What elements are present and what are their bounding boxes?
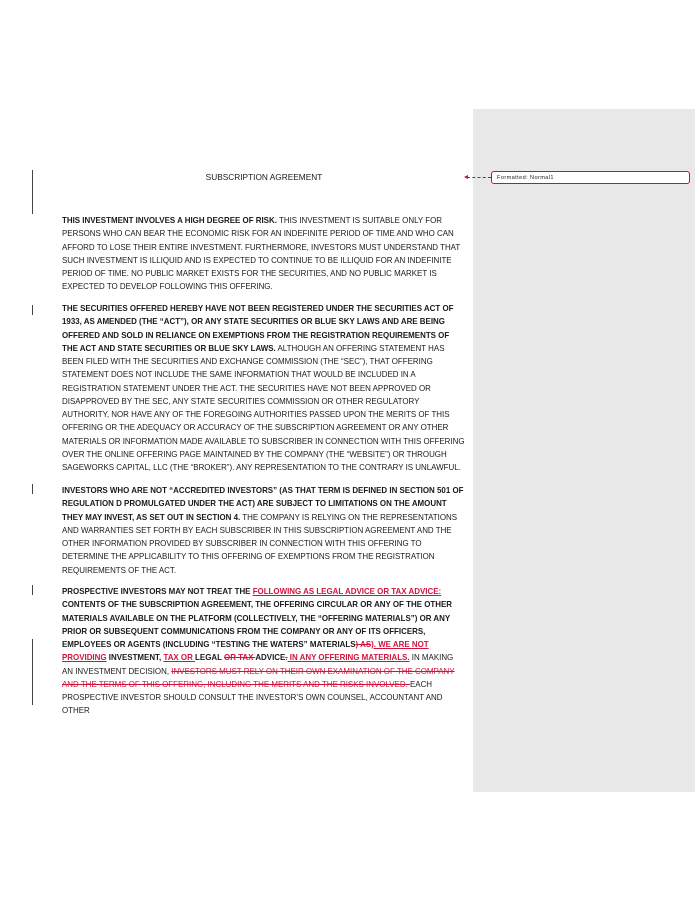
insertion[interactable]: ). WE ARE NOT PROVIDING [62, 640, 429, 663]
paragraph-text: EACH PROSPECTIVE INVESTOR SHOULD CONSULT THE INVESTOR’S OWN COUNSEL, ACCOUNTANT AND OTHER [62, 679, 443, 716]
change-bar [32, 170, 33, 214]
deletion[interactable]: . [285, 653, 288, 663]
insertion[interactable]: TAX OR [163, 653, 196, 663]
deletion[interactable]: OR TAX [224, 653, 256, 663]
comment-connector-line [467, 177, 491, 178]
paragraph-lead: INVESTORS WHO ARE NOT “ACCREDITED INVESTORS” (AS THAT TERM IS DEFINED IN SECTION 501 OF REGULATION D PROMULGATED UNDER THE ACT) ARE SUBJECT TO LIMITATIONS ON THE AMOUNT THEY MAY INVEST, AS SET OUT IN SECTION 4. [62, 486, 464, 522]
change-bar [32, 484, 33, 494]
paragraph-text: THE COMPANY IS RELYING ON THE REPRESENTATIONS AND WARRANTIES SET FORTH BY EACH SUBSCRIBER IN THIS SUBSCRIPTION AGREEMENT AND THE OTHER INFORMATION PROVIDED BY SUBSCRIBER IN CONNECTION WITH THIS OFFERING TO DETERMINE THE APPLICABILITY TO THIS OFFERING OF EXEMPTIONS FROM THE REGISTRATION REQUIREMENTS OF THE ACT. [62, 512, 458, 575]
insertion[interactable]: FOLLOWING AS LEGAL ADVICE OR TAX ADVICE: [252, 587, 442, 596]
text-bold: CONTENTS OF THE SUBSCRIPTION AGREEMENT, THE OFFERING CIRCULAR OR ANY OF THE OTHER MATERIALS AVAILABLE ON THE PLATFORM (COLLECTIVELY, THE “OFFERING MATERIALS”) OR ANY PRIOR OR SUBSEQUENT COMMUNICATIONS FROM THE COMPANY OR ANY OF ITS OFFICERS, EMPLOYEES OR AGENTS (INCLUDING “TESTING THE WATERS” MATERIALS [62, 600, 452, 649]
paragraph-securities[interactable] [62, 302, 466, 474]
insertion[interactable]: IN ANY OFFERING MATERIALS. [287, 653, 410, 663]
paragraph-lead: THIS INVESTMENT INVOLVES A HIGH DEGREE OF RISK. [62, 216, 277, 225]
paragraph-text: ALTHOUGH AN OFFERING STATEMENT HAS BEEN FILED WITH THE SECURITIES AND EXCHANGE COMMISSION (THE “SEC”), THAT OFFERING STATEMENT DOES NOT INCLUDE THE SAME INFORMATION THAT WOULD BE INCLUDED IN A REGISTRATION STATEMENT UNDER THE ACT. THE SECURITIES HAVE NOT BEEN APPROVED OR DISAPPROVED BY THE SEC, ANY STATE SECURITIES COMMISSION OR OTHER REGULATORY AUTHORITY, NOR HAVE ANY OF THE FOREGOING AUTHORITIES PASSED UPON THE MERITS OF THIS OFFERING OR THE ADEQUACY OR ACCURACY OF THE SUBSCRIPTION AGREEMENT OR ANY OTHER MATERIALS OR INFORMATION MADE AVAILABLE TO SUBSCRIBER IN CONNECTION WITH THIS OFFERING OVER THE ONLINE OFFERING PAGE MAINTAINED BY THE COMPANY (THE “WEBSITE”) OR THROUGH SAGEWORKS CAPITAL, LLC (THE “BROKER”). ANY REPRESENTATION TO THE CONTRARY IS UNLAWFUL. [62, 343, 465, 472]
text-bold: LEGAL [195, 653, 225, 663]
document-title: SUBSCRIPTION AGREEMENT [205, 172, 323, 182]
text-bold: PROSPECTIVE INVESTORS MAY NOT TREAT THE [62, 587, 253, 596]
text-bold: INVESTMENT, [106, 653, 164, 663]
paragraph-risk[interactable] [62, 214, 466, 294]
paragraph-text: IN MAKING AN INVESTMENT DECISION, [62, 653, 454, 676]
paragraph-text: THIS INVESTMENT IS SUITABLE ONLY FOR PERSONS WHO CAN BEAR THE ECONOMIC RISK FOR AN INDEFINITE PERIOD OF TIME AND WHO CAN AFFORD TO LOSE THEIR ENTIRE INVESTMENT. FURTHERMORE, INVESTORS MUST UNDERSTAND THAT SUCH INVESTMENT IS ILLIQUID AND IS EXPECTED TO CONTINUE TO BE ILLIQUID FOR AN INDEFINITE PERIOD OF TIME. NO PUBLIC MARKET EXISTS FOR THE SECURITIES, AND NO PUBLIC MARKET IS EXPECTED TO DEVELOP FOLLOWING THIS OFFERING. [62, 216, 461, 292]
paragraph-accredited[interactable] [62, 484, 466, 577]
markup-pane [473, 109, 695, 792]
change-bar [32, 639, 33, 705]
deletion[interactable]: INVESTORS MUST RELY ON THEIR OWN EXAMINATION OF THE COMPANY AND THE TERMS OF THIS OFFERING, INCLUDING THE MERITS AND THE RISKS INVOLVED. [62, 666, 455, 689]
paragraph-legal-advice[interactable] [62, 585, 466, 718]
paragraph-lead: THE SECURITIES OFFERED HEREBY HAVE NOT BEEN REGISTERED UNDER THE SECURITIES ACT OF 1933, AS AMENDED (THE “ACT”), OR ANY STATE SECURITIES OR BLUE SKY LAWS AND ARE BEING OFFERED AND SOLD IN RELIANCE ON EXEMPTIONS FROM THE REGISTRATION REQUIREMENTS OF THE ACT AND STATE SECURITIES OR BLUE SKY LAWS. [62, 304, 454, 353]
format-change-balloon[interactable]: Formatted: Normal1 [491, 171, 690, 184]
change-bar [32, 305, 33, 315]
text-bold: ADVICE [255, 653, 286, 663]
deletion[interactable]: ) AS [355, 640, 372, 649]
change-bar [32, 585, 33, 595]
